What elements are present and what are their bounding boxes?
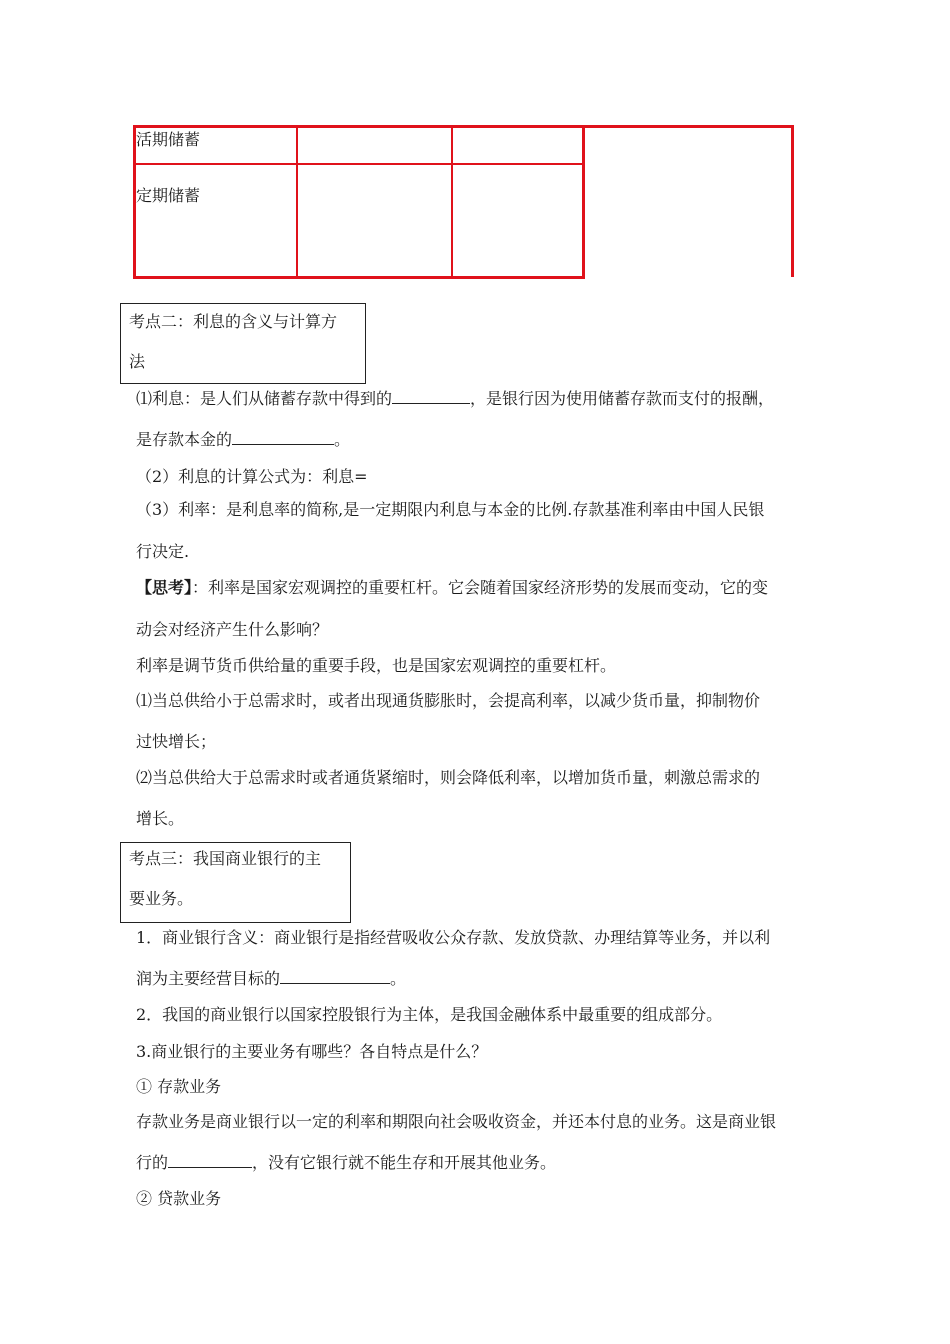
deposit-business-line2: 行的 ，没有它银行就不能生存和开展其他业务。: [136, 1153, 557, 1172]
interest-rate-line1: （3）利率：是利息率的简称,是一定期限内利息与本金的比例.存款基准利率由中国人民银: [136, 500, 765, 519]
answer-point2-line2: 增长。: [136, 809, 185, 828]
fill-blank[interactable]: [232, 430, 334, 445]
table-col-divider-1: [296, 125, 298, 279]
bank-structure: 2．我国的商业银行以国家控股银行为主体，是我国金融体系中最重要的组成部分。: [136, 1005, 723, 1024]
table-row-label-fixed: 定期储蓄: [136, 186, 201, 205]
interest-rate-line2: 行决定.: [136, 542, 190, 561]
section3-heading-line1: 考点三：我国商业银行的主: [129, 849, 322, 868]
fill-blank[interactable]: [392, 389, 470, 404]
table-row-divider: [133, 163, 585, 165]
deposit-business-title: ① 存款业务: [136, 1077, 222, 1096]
table-row-label-current: 活期储蓄: [136, 130, 201, 149]
interest-definition-line2: 是存款本金的 。: [136, 430, 351, 449]
table-col-divider-2: [451, 125, 453, 279]
section2-heading-line2: 法: [129, 352, 146, 371]
table-col-divider-3: [582, 125, 585, 279]
deposit-business-line1: 存款业务是商业银行以一定的利率和期限向社会吸收资金，并还本付息的业务。这是商业银: [136, 1112, 777, 1131]
interest-definition-line1: ⑴利息：是人们从储蓄存款中得到的 ，是银行因为使用储蓄存款而支付的报酬，: [136, 389, 775, 408]
section3-heading-box: [120, 842, 351, 923]
table-right-border: [791, 125, 794, 277]
answer-point1-line2: 过快增长；: [136, 732, 217, 751]
section2-heading-box: [120, 303, 366, 384]
loan-business-title: ② 贷款业务: [136, 1189, 222, 1208]
answer-point2-line1: ⑵当总供给大于总需求时或者通货紧缩时，则会降低利率，以增加货币量，刺激总需求的: [136, 768, 761, 787]
think-label: 【思考】: [136, 578, 193, 597]
savings-table: [133, 125, 794, 279]
answer-point1-line1: ⑴当总供给小于总需求时，或者出现通货膨胀时，会提高利率，以减少货币量，抑制物价: [136, 691, 761, 710]
think-line2: 动会对经济产生什么影响？: [136, 620, 329, 639]
fill-blank[interactable]: [168, 1153, 252, 1168]
bank-definition-line2: 润为主要经营目标的 。: [136, 969, 407, 988]
answer-intro: 利率是调节货币供给量的重要手段，也是国家宏观调控的重要杠杆。: [136, 656, 617, 675]
bank-definition-line1: 1．商业银行含义：商业银行是指经营吸收公众存款、发放贷款、办理结算等业务，并以利: [136, 928, 771, 947]
bank-business-question: 3.商业银行的主要业务有哪些？各自特点是什么？: [136, 1042, 488, 1061]
section2-heading-line1: 考点二：利息的含义与计算方: [129, 312, 338, 331]
table-top-border: [133, 125, 794, 128]
section3-heading-line2: 要业务。: [129, 889, 194, 908]
interest-formula: （2）利息的计算公式为：利息=: [136, 467, 368, 486]
think-line1: 【思考】：利率是国家宏观调控的重要杠杆。它会随着国家经济形势的发展而变动，它的变: [136, 578, 769, 597]
fill-blank[interactable]: [280, 969, 390, 984]
table-bottom-border: [133, 276, 585, 279]
